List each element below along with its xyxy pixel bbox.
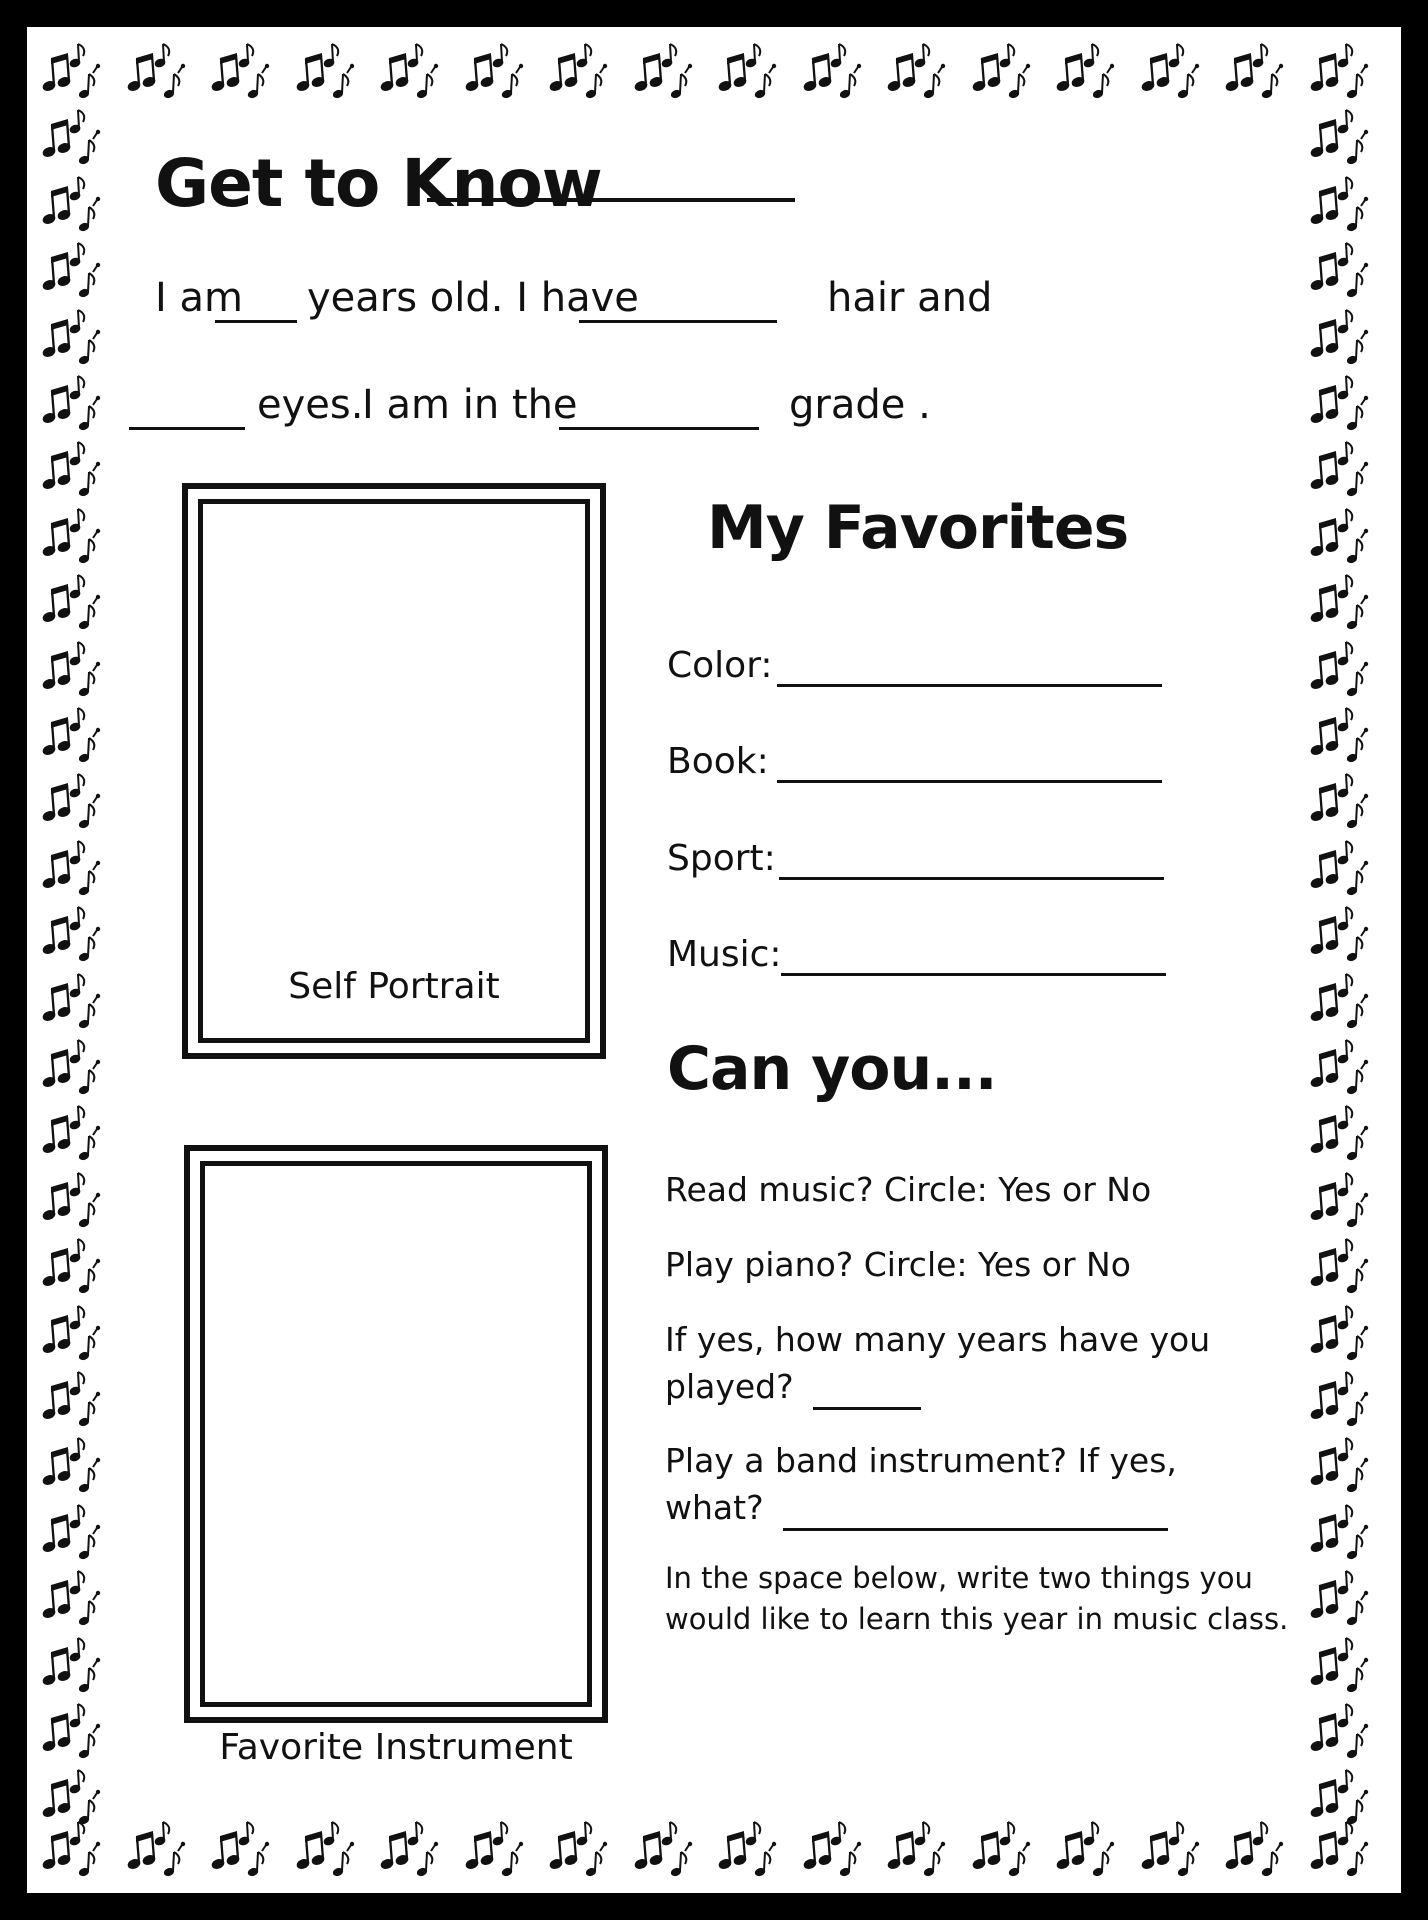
- music-notes-icon: [37, 1168, 101, 1232]
- hair-and-label: hair and: [827, 275, 993, 321]
- grade-suffix: grade .: [789, 382, 931, 428]
- music-notes-icon: [37, 1433, 101, 1497]
- music-notes-icon: [37, 570, 101, 634]
- music-notes-icon: [1305, 703, 1369, 767]
- music-notes-icon: [37, 1234, 101, 1298]
- music-notes-icon: [37, 305, 101, 369]
- favorite-sport-blank[interactable]: [779, 877, 1164, 880]
- music-notes-icon: [1051, 1817, 1115, 1881]
- music-notes-icon: [37, 1699, 101, 1763]
- favorite-book-label: Book:: [667, 741, 769, 782]
- music-notes-icon: [122, 39, 186, 103]
- music-notes-icon: [1305, 1234, 1369, 1298]
- favorite-music-label: Music:: [667, 934, 782, 975]
- favorite-book-blank[interactable]: [777, 780, 1162, 783]
- music-notes-icon: [37, 969, 101, 1033]
- music-notes-icon: [629, 39, 693, 103]
- music-notes-icon: [1305, 1101, 1369, 1165]
- music-notes-icon: [1305, 769, 1369, 833]
- hair-blank[interactable]: [579, 320, 777, 323]
- question-band-instrument-cont: what?: [665, 1488, 764, 1527]
- music-notes-icon: [1136, 39, 1200, 103]
- favorites-heading: My Favorites: [707, 493, 1129, 563]
- music-notes-icon: [37, 238, 101, 302]
- question-band-instrument: Play a band instrument? If yes,: [665, 1441, 1177, 1480]
- music-notes-icon: [37, 1500, 101, 1564]
- music-notes-icon: [37, 769, 101, 833]
- band-instrument-blank[interactable]: [783, 1528, 1168, 1531]
- music-notes-icon: [1305, 1633, 1369, 1697]
- music-notes-icon: [1305, 105, 1369, 169]
- eyes-blank[interactable]: [129, 427, 245, 430]
- age-label: I am: [155, 275, 243, 321]
- favorite-color-label: Color:: [667, 645, 773, 686]
- hair-label: years old. I have: [307, 275, 639, 321]
- music-notes-icon: [713, 39, 777, 103]
- music-notes-icon: [37, 1367, 101, 1431]
- eyes-label: eyes.: [257, 382, 364, 428]
- music-notes-icon: [122, 1817, 186, 1881]
- music-notes-icon: [1305, 1367, 1369, 1431]
- music-notes-icon: [967, 39, 1031, 103]
- name-blank[interactable]: [427, 198, 795, 202]
- music-notes-icon: [37, 437, 101, 501]
- music-notes-icon: [798, 39, 862, 103]
- music-notes-icon: [37, 637, 101, 701]
- music-notes-icon: [882, 1817, 946, 1881]
- age-blank[interactable]: [215, 320, 297, 323]
- music-notes-icon: [37, 1566, 101, 1630]
- music-notes-icon: [1305, 570, 1369, 634]
- worksheet: [27, 27, 1401, 1893]
- music-notes-icon: [713, 1817, 777, 1881]
- music-notes-icon: [37, 1633, 101, 1697]
- can-you-heading: Can you...: [667, 1034, 997, 1104]
- music-notes-icon: [1305, 902, 1369, 966]
- music-notes-icon: [798, 1817, 862, 1881]
- self-portrait-label: Self Portrait: [288, 966, 500, 1007]
- page-title: Get to Know: [155, 145, 602, 222]
- music-notes-icon: [1305, 238, 1369, 302]
- music-notes-icon: [37, 836, 101, 900]
- music-notes-icon: [1305, 504, 1369, 568]
- music-notes-icon: [291, 39, 355, 103]
- music-notes-icon: [544, 1817, 608, 1881]
- music-notes-icon: [1305, 1433, 1369, 1497]
- years-played-blank[interactable]: [813, 1407, 921, 1410]
- music-notes-icon: [460, 39, 524, 103]
- music-notes-icon: [1220, 39, 1284, 103]
- music-notes-icon: [37, 902, 101, 966]
- music-notes-icon: [629, 1817, 693, 1881]
- music-notes-icon: [375, 1817, 439, 1881]
- music-notes-icon: [206, 39, 270, 103]
- music-notes-icon: [1305, 1765, 1369, 1829]
- music-notes-icon: [460, 1817, 524, 1881]
- music-notes-icon: [37, 1765, 101, 1829]
- music-notes-icon: [37, 504, 101, 568]
- music-notes-icon: [882, 39, 946, 103]
- music-notes-icon: [1305, 637, 1369, 701]
- music-notes-icon: [37, 105, 101, 169]
- grade-label: I am in the: [362, 382, 578, 428]
- music-notes-icon: [1305, 39, 1369, 103]
- music-notes-icon: [1305, 172, 1369, 236]
- favorite-instrument-label: Favorite Instrument: [219, 1727, 573, 1768]
- music-notes-icon: [37, 1101, 101, 1165]
- favorite-music-blank[interactable]: [781, 973, 1166, 976]
- music-notes-icon: [1305, 1301, 1369, 1365]
- music-notes-icon: [1305, 1500, 1369, 1564]
- music-notes-icon: [1051, 39, 1115, 103]
- question-read-music: Read music? Circle: Yes or No: [665, 1170, 1152, 1209]
- music-notes-icon: [1305, 1566, 1369, 1630]
- music-notes-icon: [291, 1817, 355, 1881]
- music-notes-icon: [37, 371, 101, 435]
- music-notes-icon: [375, 39, 439, 103]
- grade-blank[interactable]: [559, 427, 759, 430]
- music-notes-icon: [1305, 1035, 1369, 1099]
- music-notes-icon: [37, 1301, 101, 1365]
- self-portrait-frame[interactable]: [182, 483, 606, 1059]
- question-play-piano: Play piano? Circle: Yes or No: [665, 1245, 1131, 1284]
- favorite-instrument-frame[interactable]: [184, 1145, 608, 1723]
- music-notes-icon: [1220, 1817, 1284, 1881]
- question-years-played-cont: played?: [665, 1367, 794, 1406]
- music-notes-icon: [37, 39, 101, 103]
- question-years-played: If yes, how many years have you: [665, 1320, 1211, 1359]
- music-notes-icon: [37, 1035, 101, 1099]
- music-notes-icon: [1305, 969, 1369, 1033]
- music-notes-icon: [37, 172, 101, 236]
- music-notes-icon: [1305, 1699, 1369, 1763]
- favorite-sport-label: Sport:: [667, 838, 776, 879]
- learning-goals-prompt: In the space below, write two things you would like to learn this year in music class.: [665, 1561, 1289, 1636]
- music-notes-icon: [544, 39, 608, 103]
- music-notes-icon: [206, 1817, 270, 1881]
- music-notes-icon: [1305, 1168, 1369, 1232]
- music-notes-icon: [1305, 305, 1369, 369]
- music-notes-icon: [1136, 1817, 1200, 1881]
- music-notes-icon: [1305, 371, 1369, 435]
- favorite-color-blank[interactable]: [777, 684, 1162, 687]
- music-notes-icon: [967, 1817, 1031, 1881]
- music-notes-icon: [1305, 437, 1369, 501]
- music-notes-icon: [37, 703, 101, 767]
- music-notes-icon: [1305, 836, 1369, 900]
